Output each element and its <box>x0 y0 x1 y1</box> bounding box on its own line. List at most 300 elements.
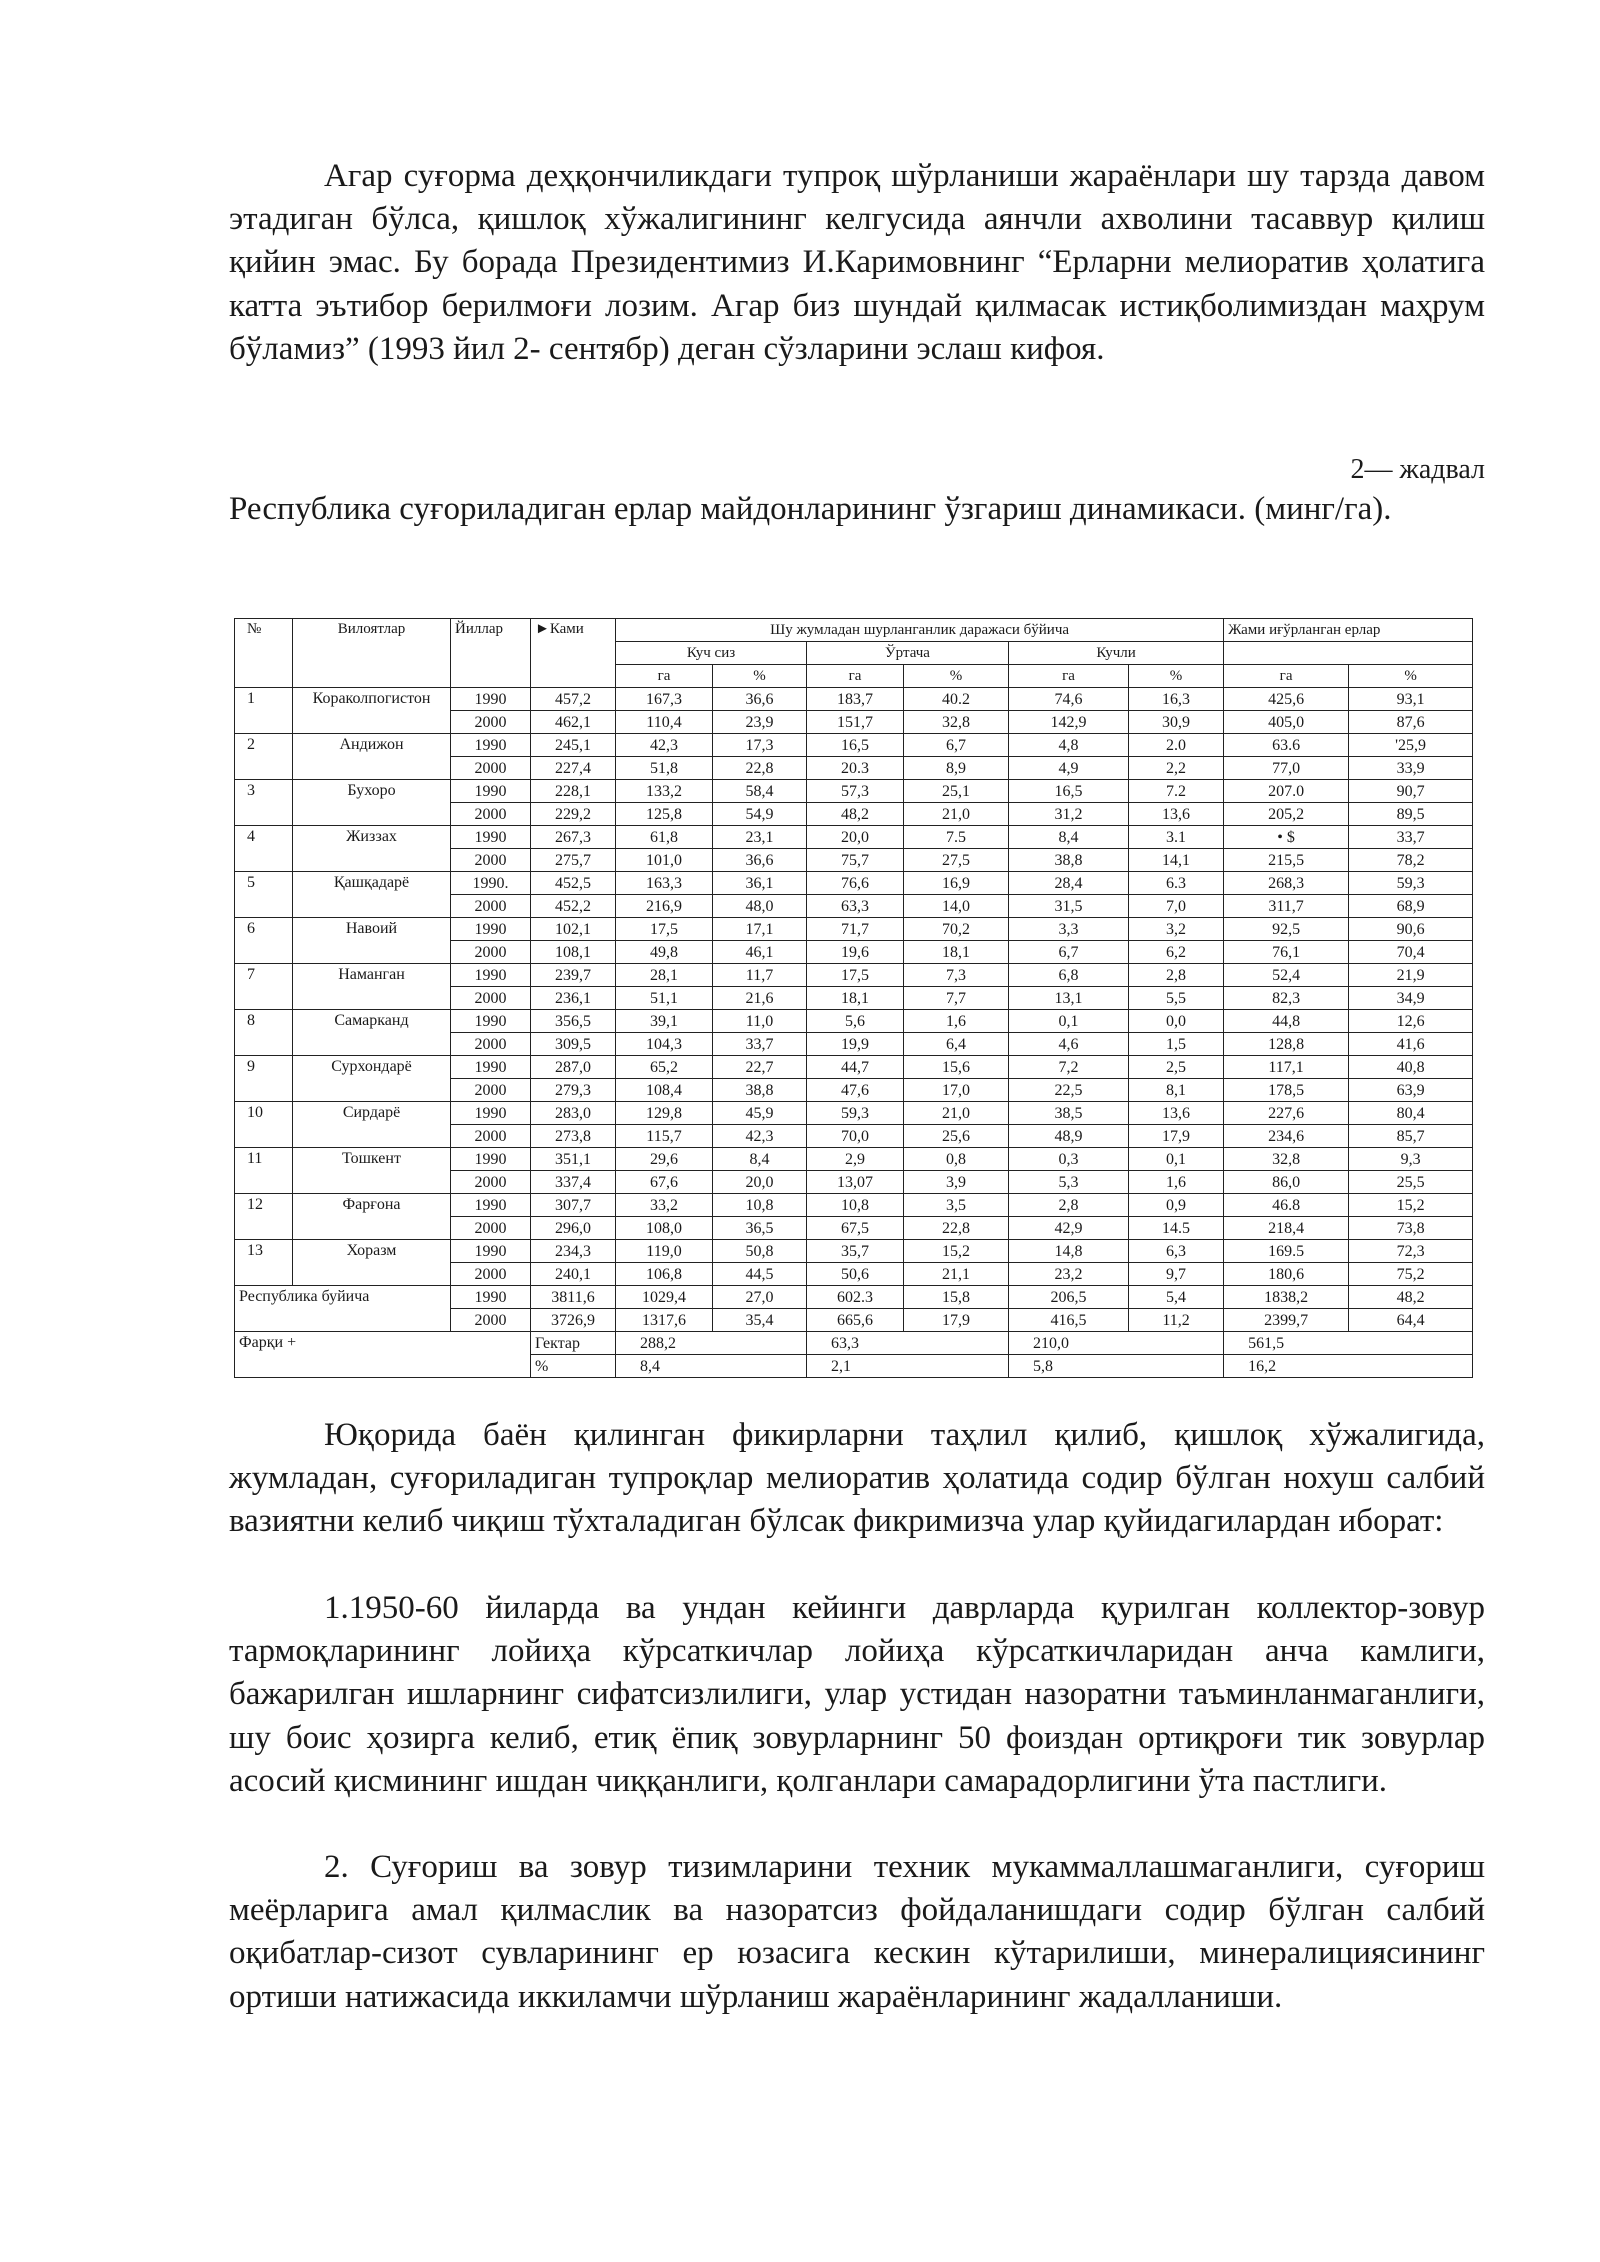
header-unit-pct: % <box>1349 665 1473 688</box>
table-cell: 6,2 <box>1129 941 1224 964</box>
table-cell: 78,2 <box>1349 849 1473 872</box>
table-cell: 1990 <box>451 1194 531 1217</box>
table-cell: 236,1 <box>531 987 616 1010</box>
table-cell: 46.8 <box>1224 1194 1349 1217</box>
row-number: 1 <box>235 688 293 734</box>
table-cell: 20,0 <box>807 826 904 849</box>
table-cell: 61,8 <box>616 826 713 849</box>
table-cell: 36,1 <box>713 872 807 895</box>
difference-value: 2,1 <box>807 1355 1009 1378</box>
table-row <box>235 872 1473 895</box>
table-cell: • $ <box>1224 826 1349 849</box>
table-cell: 169.5 <box>1224 1240 1349 1263</box>
table-cell: 1029,4 <box>616 1286 713 1309</box>
table-cell: 36,5 <box>713 1217 807 1240</box>
table-cell: 49,8 <box>616 941 713 964</box>
table-cell: 63,9 <box>1349 1079 1473 1102</box>
table-cell: 234,6 <box>1224 1125 1349 1148</box>
table-cell: 2000 <box>451 1309 531 1332</box>
difference-value: 5,8 <box>1009 1355 1224 1378</box>
table-cell: 57,3 <box>807 780 904 803</box>
table-cell: 102,1 <box>531 918 616 941</box>
table-cell: 47,6 <box>807 1079 904 1102</box>
table-row <box>235 1102 1473 1125</box>
table-cell: 11,7 <box>713 964 807 987</box>
table-cell: '25,9 <box>1349 734 1473 757</box>
region-name: Қашқадарё <box>293 872 451 918</box>
row-number: 9 <box>235 1056 293 1102</box>
table-cell: 90,6 <box>1349 918 1473 941</box>
table-cell: 44,7 <box>807 1056 904 1079</box>
table-cell: 106,8 <box>616 1263 713 1286</box>
table-cell: 7,2 <box>1009 1056 1129 1079</box>
table-cell: 48,2 <box>807 803 904 826</box>
table-row <box>235 688 1473 711</box>
table-cell: 3811,6 <box>531 1286 616 1309</box>
table-cell: 64,4 <box>1349 1309 1473 1332</box>
table-cell: 101,0 <box>616 849 713 872</box>
table-cell: 22,8 <box>904 1217 1009 1240</box>
table-cell: 21,0 <box>904 1102 1009 1125</box>
table-cell: 72,3 <box>1349 1240 1473 1263</box>
table-cell: 21,9 <box>1349 964 1473 987</box>
table-cell: 151,7 <box>807 711 904 734</box>
table-cell: 462,1 <box>531 711 616 734</box>
table-cell: 9,7 <box>1129 1263 1224 1286</box>
difference-value: 8,4 <box>616 1355 807 1378</box>
table-cell: 33,7 <box>1349 826 1473 849</box>
table-cell: 2000 <box>451 849 531 872</box>
row-number: 2 <box>235 734 293 780</box>
table-cell: 2000 <box>451 803 531 826</box>
table-cell: 23,2 <box>1009 1263 1129 1286</box>
table-cell: 32,8 <box>904 711 1009 734</box>
table-cell: 28,4 <box>1009 872 1129 895</box>
table-cell: 1990 <box>451 734 531 757</box>
table-cell: 216,9 <box>616 895 713 918</box>
table-cell: 3.1 <box>1129 826 1224 849</box>
table-cell: 39,1 <box>616 1010 713 1033</box>
table-cell: 307,7 <box>531 1194 616 1217</box>
table-cell: 19,6 <box>807 941 904 964</box>
table-cell: 71,7 <box>807 918 904 941</box>
table-cell: 283,0 <box>531 1102 616 1125</box>
row-number: 10 <box>235 1102 293 1148</box>
table-cell: 33,2 <box>616 1194 713 1217</box>
table-cell: 2,2 <box>1129 757 1224 780</box>
table-cell: 405,0 <box>1224 711 1349 734</box>
table-cell: 6,7 <box>904 734 1009 757</box>
table-cell: 416,5 <box>1009 1309 1129 1332</box>
header-total: ►Ками <box>531 619 616 688</box>
table-cell: 48,9 <box>1009 1125 1129 1148</box>
table-cell: 70,0 <box>807 1125 904 1148</box>
table-cell: 1990 <box>451 1102 531 1125</box>
table-cell: 15,8 <box>904 1286 1009 1309</box>
table-cell: 38,8 <box>713 1079 807 1102</box>
table-cell: 2,8 <box>1129 964 1224 987</box>
difference-value: 288,2 <box>616 1332 807 1355</box>
table-cell: 19,9 <box>807 1033 904 1056</box>
row-number: 3 <box>235 780 293 826</box>
table-cell: 30,9 <box>1129 711 1224 734</box>
header-unit-ha: га <box>1009 665 1129 688</box>
table-cell: 34,9 <box>1349 987 1473 1010</box>
table-cell: 1990 <box>451 964 531 987</box>
table-cell: 273,8 <box>531 1125 616 1148</box>
table-cell: 1,6 <box>904 1010 1009 1033</box>
table-cell: 58,4 <box>713 780 807 803</box>
table-cell: 23,9 <box>713 711 807 734</box>
table-cell: 54,9 <box>713 803 807 826</box>
table-cell: 1990 <box>451 1240 531 1263</box>
table-cell: 1,5 <box>1129 1033 1224 1056</box>
table-cell: 77,0 <box>1224 757 1349 780</box>
difference-value: 16,2 <box>1224 1355 1473 1378</box>
reason-1-paragraph: 1.1950-60 йиларда ва ундан кейинги даврларда қурилган коллектор-зовур тармоқларининг лойиҳа кўрсаткичлар лойиҳа кўрсаткичларидан анча камлиги, бажарилган ишларнинг сифатсизлилиги, улар устидан назоратни таъминланмаганлиги, шу боис ҳозирга келиб, етиқ ёпиқ зовурларнинг 50 фоиздан ортиқроғи тик зовурлар асосий қисмининг ишдан чиққанлиги, қолганлари самарадорлигини ўта пастлиги. <box>229 1590 1485 1799</box>
table-cell: 40,8 <box>1349 1056 1473 1079</box>
table-cell: 80,4 <box>1349 1102 1473 1125</box>
table-cell: 206,5 <box>1009 1286 1129 1309</box>
table-cell: 14.5 <box>1129 1217 1224 1240</box>
table-cell: 21,1 <box>904 1263 1009 1286</box>
table-cell: 51,8 <box>616 757 713 780</box>
table-cell: 70,2 <box>904 918 1009 941</box>
table-cell: 63,3 <box>807 895 904 918</box>
table-cell: 73,8 <box>1349 1217 1473 1240</box>
table-cell: 44,8 <box>1224 1010 1349 1033</box>
table-cell: 2000 <box>451 711 531 734</box>
table-cell: 1990 <box>451 1056 531 1079</box>
table-cell: 38,8 <box>1009 849 1129 872</box>
table-cell: 218,4 <box>1224 1217 1349 1240</box>
table-cell: 1838,2 <box>1224 1286 1349 1309</box>
table-cell: 16,3 <box>1129 688 1224 711</box>
table-cell: 356,5 <box>531 1010 616 1033</box>
header-region: Вилоятлар <box>293 619 451 688</box>
header-strong: Кучли <box>1009 642 1224 665</box>
table-cell: 10,8 <box>807 1194 904 1217</box>
table-cell: 227,6 <box>1224 1102 1349 1125</box>
region-name: Самарканд <box>293 1010 451 1056</box>
table-cell: 228,1 <box>531 780 616 803</box>
table-cell: 22,7 <box>713 1056 807 1079</box>
table-cell: 35,7 <box>807 1240 904 1263</box>
table-cell: 33,9 <box>1349 757 1473 780</box>
table-cell: 17,1 <box>713 918 807 941</box>
republic-total-row <box>235 1286 1473 1309</box>
table-cell: 4,6 <box>1009 1033 1129 1056</box>
table-row <box>235 1010 1473 1033</box>
table-cell: 25,6 <box>904 1125 1009 1148</box>
table-cell: 2399,7 <box>1224 1309 1349 1332</box>
republic-label: Республика буйича <box>235 1286 451 1332</box>
table-cell: 3726,9 <box>531 1309 616 1332</box>
row-number: 8 <box>235 1010 293 1056</box>
table-cell: 133,2 <box>616 780 713 803</box>
table-cell: 25,5 <box>1349 1171 1473 1194</box>
table-cell: 0,9 <box>1129 1194 1224 1217</box>
table-cell: 267,3 <box>531 826 616 849</box>
table-cell: 0,3 <box>1009 1148 1129 1171</box>
header-including: Шу жумладан шурланганлик даражаси бўйича <box>616 619 1224 642</box>
table-cell: 67,6 <box>616 1171 713 1194</box>
table-cell: 1990 <box>451 780 531 803</box>
table-cell: 48,2 <box>1349 1286 1473 1309</box>
table-cell: 1317,6 <box>616 1309 713 1332</box>
table-cell: 128,8 <box>1224 1033 1349 1056</box>
table-cell: 22,5 <box>1009 1079 1129 1102</box>
table-cell: 178,5 <box>1224 1079 1349 1102</box>
table-cell: 65,2 <box>616 1056 713 1079</box>
table-cell: 117,1 <box>1224 1056 1349 1079</box>
table-cell: 31,2 <box>1009 803 1129 826</box>
table-cell: 287,0 <box>531 1056 616 1079</box>
table-cell: 50,8 <box>713 1240 807 1263</box>
table-cell: 1990. <box>451 872 531 895</box>
header-unit-pct: % <box>1129 665 1224 688</box>
table-cell: 108,0 <box>616 1217 713 1240</box>
table-cell: 6,7 <box>1009 941 1129 964</box>
table-cell: 227,4 <box>531 757 616 780</box>
table-cell: 8,4 <box>713 1148 807 1171</box>
table-cell: 11,2 <box>1129 1309 1224 1332</box>
table-cell: 9,3 <box>1349 1148 1473 1171</box>
header-unit-ha: га <box>1224 665 1349 688</box>
table-cell: 27,5 <box>904 849 1009 872</box>
table-cell: 296,0 <box>531 1217 616 1240</box>
table-cell: 17,5 <box>807 964 904 987</box>
row-number: 13 <box>235 1240 293 1286</box>
table-cell: 7,3 <box>904 964 1009 987</box>
table-cell: 245,1 <box>531 734 616 757</box>
table-cell: 2,9 <box>807 1148 904 1171</box>
region-name: Сирдарё <box>293 1102 451 1148</box>
table-cell: 59,3 <box>807 1102 904 1125</box>
table-cell: 1990 <box>451 826 531 849</box>
analysis-paragraph: Юқорида баён қилинган фикирларни таҳлил қилиб, қишлоқ хўжалигида, жумладан, суғориладиган тупроқлар мелиоратив ҳолатида содир бўлган нохуш салбий вазиятни келиб чиқиш тўхталадиган бўлсак фикримизча улар қуйидагилардан иборат: <box>229 1417 1485 1540</box>
table-cell: 21,6 <box>713 987 807 1010</box>
table-cell: 452,5 <box>531 872 616 895</box>
table-row <box>235 1194 1473 1217</box>
header-unit-pct: % <box>713 665 807 688</box>
table-cell: 16,5 <box>1009 780 1129 803</box>
difference-value: 561,5 <box>1224 1332 1473 1355</box>
difference-label: Фарқи + <box>235 1332 531 1378</box>
table-cell: 229,2 <box>531 803 616 826</box>
table-cell: 275,7 <box>531 849 616 872</box>
table-cell: 13,6 <box>1129 1102 1224 1125</box>
table-cell: 15,2 <box>904 1240 1009 1263</box>
table-cell: 3,5 <box>904 1194 1009 1217</box>
table-cell: 25,1 <box>904 780 1009 803</box>
table-cell: 2000 <box>451 1217 531 1240</box>
table-cell: 5,5 <box>1129 987 1224 1010</box>
row-number: 12 <box>235 1194 293 1240</box>
table-cell: 6,3 <box>1129 1240 1224 1263</box>
table-cell: 17,3 <box>713 734 807 757</box>
table-cell: 8,9 <box>904 757 1009 780</box>
table-cell: 20.3 <box>807 757 904 780</box>
table-cell: 36,6 <box>713 688 807 711</box>
table-cell: 110,4 <box>616 711 713 734</box>
table-cell: 665,6 <box>807 1309 904 1332</box>
region-name: Хоразм <box>293 1240 451 1286</box>
table-cell: 1990 <box>451 1010 531 1033</box>
table-cell: 16,9 <box>904 872 1009 895</box>
table-cell: 108,1 <box>531 941 616 964</box>
table-cell: 59,3 <box>1349 872 1473 895</box>
table-cell: 240,1 <box>531 1263 616 1286</box>
table-cell: 22,8 <box>713 757 807 780</box>
table-cell: 76,6 <box>807 872 904 895</box>
table-cell: 2000 <box>451 757 531 780</box>
table-cell: 21,0 <box>904 803 1009 826</box>
table-cell: 42,3 <box>616 734 713 757</box>
row-number: 6 <box>235 918 293 964</box>
table-cell: 234,3 <box>531 1240 616 1263</box>
table-cell: 337,4 <box>531 1171 616 1194</box>
table-cell: 239,7 <box>531 964 616 987</box>
region-name: Бухоро <box>293 780 451 826</box>
difference-value: 210,0 <box>1009 1332 1224 1355</box>
table-cell: 129,8 <box>616 1102 713 1125</box>
table-row <box>235 826 1473 849</box>
table-cell: 8,1 <box>1129 1079 1224 1102</box>
table-cell: 3,9 <box>904 1171 1009 1194</box>
table-cell: 17,9 <box>1129 1125 1224 1148</box>
table-cell: 33,7 <box>713 1033 807 1056</box>
table-cell: 207.0 <box>1224 780 1349 803</box>
table-cell: 205,2 <box>1224 803 1349 826</box>
table-cell: 89,5 <box>1349 803 1473 826</box>
table-cell: 452,2 <box>531 895 616 918</box>
table-cell: 70,4 <box>1349 941 1473 964</box>
table-cell: 142,9 <box>1009 711 1129 734</box>
table-cell: 104,3 <box>616 1033 713 1056</box>
table-row <box>235 1240 1473 1263</box>
table-cell: 1990 <box>451 1148 531 1171</box>
intro-paragraph: Агар суғорма деҳқончиликдаги тупроқ шўрланиши жараёнлари шу тарзда давом этадиган бўлса, қишлоқ хўжалигининг келгусида аянчли ахволини тасаввур қилиш қийин эмас. Бу борада Президентимиз И.Каримовнинг “Ерларни мелиоратив ҳолатига катта эътибор берилмоғи лозим. Агар биз шундай қилмасак истиқболимиздан маҳрум бўламиз” (1993 йил 2- сентябр) деган сўзларини эслаш кифоя. <box>229 158 1485 367</box>
table-cell: 2000 <box>451 1263 531 1286</box>
table-cell: 2,8 <box>1009 1194 1129 1217</box>
table-cell: 50,6 <box>807 1263 904 1286</box>
table-cell: 14,0 <box>904 895 1009 918</box>
difference-unit: % <box>531 1355 616 1378</box>
table-cell: 17,9 <box>904 1309 1009 1332</box>
table-row <box>235 734 1473 757</box>
region-name: Наманган <box>293 964 451 1010</box>
table-cell: 2000 <box>451 1079 531 1102</box>
difference-value: 63,3 <box>807 1332 1009 1355</box>
header-weak: Куч сиз <box>616 642 807 665</box>
header-unit-ha: га <box>807 665 904 688</box>
region-name: Навоий <box>293 918 451 964</box>
table-cell: 52,4 <box>1224 964 1349 987</box>
row-number: 11 <box>235 1148 293 1194</box>
header-medium: Ўртача <box>807 642 1009 665</box>
reason-2-paragraph: 2. Суғориш ва зовур тизимларини техник мукаммаллашмаганлиги, суғориш меёрларига амал қилмаслик ва назоратсиз фойдаланишдаги содир бўлган салбий оқибатлар-сизот сувларининг ер юзасига кескин кўтарилиши, минералициясининг ортиши натижасида иккиламчи шўрланиш жараёнларининг жадалланиши. <box>229 1849 1485 2015</box>
region-name: Жиззах <box>293 826 451 872</box>
table-cell: 2000 <box>451 941 531 964</box>
table-cell: 13,1 <box>1009 987 1129 1010</box>
table-cell: 75,2 <box>1349 1263 1473 1286</box>
header-no: № <box>235 619 293 688</box>
table-cell: 31,5 <box>1009 895 1129 918</box>
difference-row <box>235 1332 1473 1355</box>
table-cell: 74,6 <box>1009 688 1129 711</box>
table-cell: 13,6 <box>1129 803 1224 826</box>
table-cell: 82,3 <box>1224 987 1349 1010</box>
table-row <box>235 780 1473 803</box>
table-row <box>235 918 1473 941</box>
table-cell: 7.5 <box>904 826 1009 849</box>
table-cell: 44,5 <box>713 1263 807 1286</box>
difference-unit: Гектар <box>531 1332 616 1355</box>
table-cell: 13,07 <box>807 1171 904 1194</box>
table-cell: 15,6 <box>904 1056 1009 1079</box>
table-cell: 5,4 <box>1129 1286 1224 1309</box>
table-cell: 2.0 <box>1129 734 1224 757</box>
table-cell: 6.3 <box>1129 872 1224 895</box>
table-cell: 3,2 <box>1129 918 1224 941</box>
table-cell: 4,8 <box>1009 734 1129 757</box>
row-number: 4 <box>235 826 293 872</box>
table-cell: 14,8 <box>1009 1240 1129 1263</box>
header-unit-ha: га <box>616 665 713 688</box>
table-cell: 268,3 <box>1224 872 1349 895</box>
table-cell: 6,4 <box>904 1033 1009 1056</box>
table-body <box>235 688 1473 1378</box>
table-cell: 2000 <box>451 1125 531 1148</box>
table-cell: 18,1 <box>807 987 904 1010</box>
table-cell: 29,6 <box>616 1148 713 1171</box>
table-cell: 76,1 <box>1224 941 1349 964</box>
table-cell: 92,5 <box>1224 918 1349 941</box>
table-cell: 36,6 <box>713 849 807 872</box>
table-cell: 48,0 <box>713 895 807 918</box>
table-cell: 425,6 <box>1224 688 1349 711</box>
table-cell: 67,5 <box>807 1217 904 1240</box>
table-cell: 90,7 <box>1349 780 1473 803</box>
table-cell: 0,1 <box>1009 1010 1129 1033</box>
region-name: Кораколпогистон <box>293 688 451 734</box>
table-cell: 1990 <box>451 688 531 711</box>
table-cell: 11,0 <box>713 1010 807 1033</box>
table-cell: 12,6 <box>1349 1010 1473 1033</box>
header-total-saline: Жами иғўрланган ерлар <box>1224 619 1473 642</box>
region-name: Фарғона <box>293 1194 451 1240</box>
table-cell: 115,7 <box>616 1125 713 1148</box>
table-cell: 7,7 <box>904 987 1009 1010</box>
table-cell: 35,4 <box>713 1309 807 1332</box>
table-cell: 2000 <box>451 1171 531 1194</box>
table-cell: 457,2 <box>531 688 616 711</box>
table-cell: 602.3 <box>807 1286 904 1309</box>
table-title: Республика суғориладиган ерлар майдонларининг ўзгариш динамикаси. (минг/га). <box>229 491 1392 527</box>
table-cell: 46,1 <box>713 941 807 964</box>
table-cell: 16,5 <box>807 734 904 757</box>
table-cell: 180,6 <box>1224 1263 1349 1286</box>
table-cell: 309,5 <box>531 1033 616 1056</box>
table-cell: 1,6 <box>1129 1171 1224 1194</box>
table-cell: 45,9 <box>713 1102 807 1125</box>
table-cell: 3,3 <box>1009 918 1129 941</box>
table-cell: 7,0 <box>1129 895 1224 918</box>
table-cell: 108,4 <box>616 1079 713 1102</box>
table-cell: 10,8 <box>713 1194 807 1217</box>
table-cell: 8,4 <box>1009 826 1129 849</box>
